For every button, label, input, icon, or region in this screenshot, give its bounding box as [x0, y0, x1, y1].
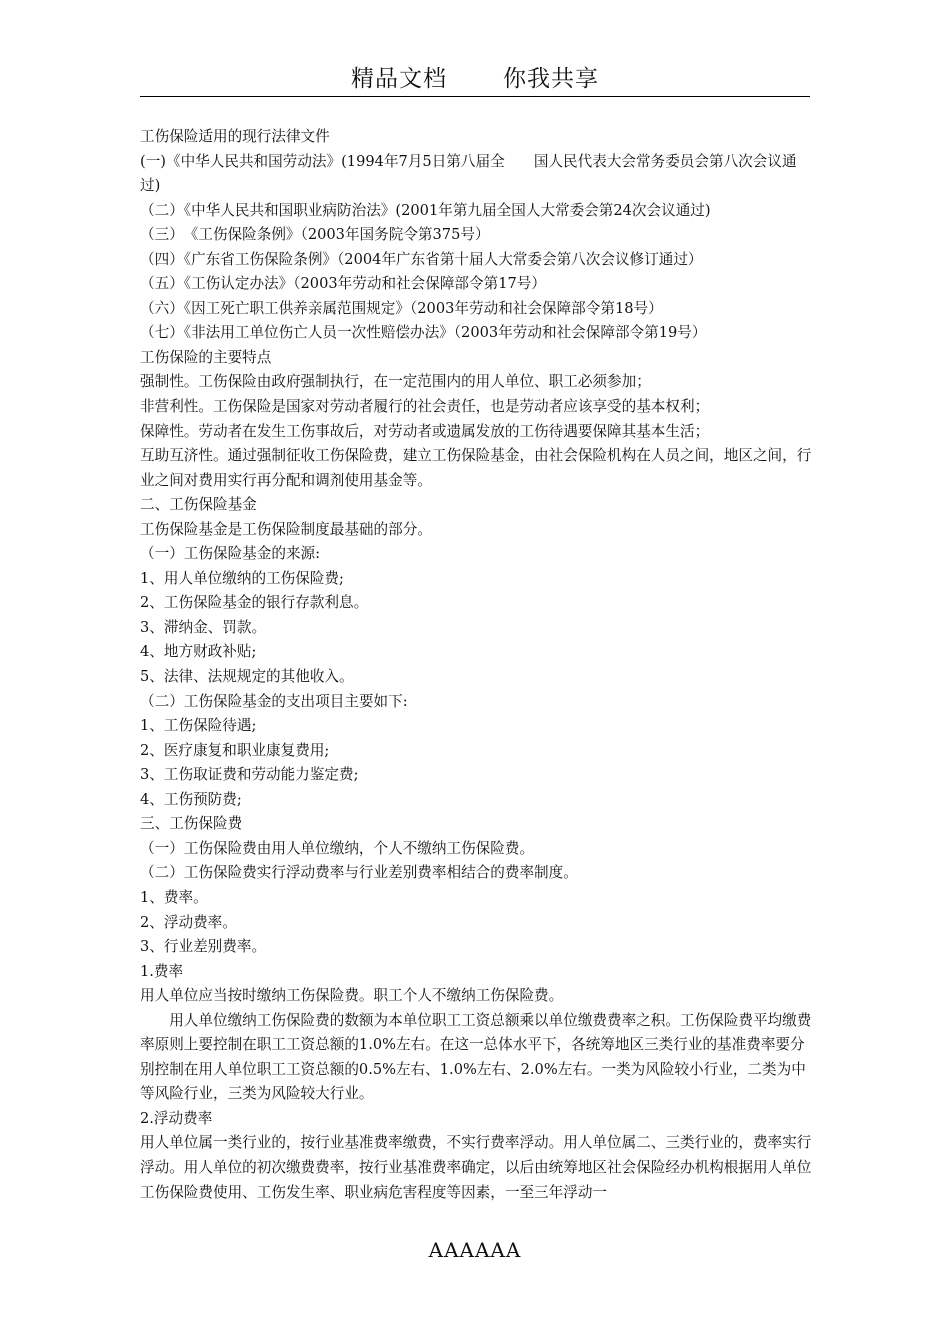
paragraph: (一)《中华人民共和国劳动法》(1994年7月5日第八届全 国人民代表大会常务委员会第八次会议通过)	[140, 152, 797, 195]
list-item: 2、浮动费率。	[140, 913, 237, 931]
paragraph: （一）工伤保险基金的来源:	[140, 545, 321, 563]
list-item: 2、工伤保险基金的银行存款利息。	[140, 594, 369, 612]
paragraph: （一）工伤保险费由用人单位缴纳，个人不缴纳工伤保险费。	[140, 839, 535, 857]
list-item: 1、用人单位缴纳的工伤保险费;	[140, 569, 344, 587]
paragraph: 保障性。劳动者在发生工伤事故后，对劳动者或遗属发放的工伤待遇要保障其基本生活；	[140, 422, 710, 440]
list-item: 3、滞纳金、罚款。	[140, 618, 267, 636]
document-body	[140, 125, 812, 1205]
list-item: 4、地方财政补贴;	[140, 643, 257, 661]
paragraph: （七）《非法用工单位伤亡人员一次性赔偿办法》（2003年劳动和社会保障部令第19号）	[140, 324, 707, 342]
paragraph: （三） 《工伤保险条例》（2003年国务院令第375号）	[140, 226, 490, 244]
page-footer: AAAAAA	[428, 1238, 522, 1262]
paragraph: 工伤保险适用的现行法律文件	[140, 128, 330, 145]
header-right-text: 你我共享	[503, 66, 599, 92]
section-heading: 2.浮动费率	[140, 1109, 213, 1127]
paragraph: 非营利性。工伤保险是国家对劳动者履行的社会责任，也是劳动者应该享受的基本权利；	[140, 398, 710, 416]
paragraph: （二）工伤保险费实行浮动费率与行业差别费率相结合的费率制度。	[140, 864, 578, 882]
paragraph: （五）《工伤认定办法》（2003年劳动和社会保障部令第17号）	[140, 275, 546, 293]
list-item: 1、费率。	[140, 888, 208, 906]
list-item: 3、工伤取证费和劳动能力鉴定费;	[140, 766, 359, 784]
page-header	[140, 64, 810, 97]
paragraph: 用人单位缴纳工伤保险费的数额为本单位职工工资总额乘以单位缴费费率之积。工伤保险费平均缴费率原则上要控制在职工工资总额的1.0%左右。在这一总体水平下，各统筹地区三类行业的基准费率要分别控制在用人单位职工工资总额的0.5%左右、1.0%左右、2.0%左右。一类为风险较小行业，二类为中等风险行业，三类为风险较大行业。	[140, 1011, 812, 1103]
paragraph: （四）《广东省工伤保险条例》（2004年广东省第十届人大常委会第八次会议修订通过）	[140, 250, 703, 268]
paragraph: （六）《因工死亡职工供养亲属范围规定》（2003年劳动和社会保障部令第18号）	[140, 299, 663, 317]
list-item: 1、工伤保险待遇;	[140, 717, 257, 735]
section-heading: 二、工伤保险基金	[140, 496, 257, 514]
paragraph: 用人单位属一类行业的，按行业基准费率缴费，不实行费率浮动。用人单位属二、三类行业的，费率实行浮动。用人单位的初次缴费费率，按行业基准费率确定，以后由统筹地区社会保险经办机构根据用人单位工伤保险费使用、工伤发生率、职业病危害程度等因素，一至三年浮动一	[140, 1134, 812, 1201]
paragraph: 用人单位应当按时缴纳工伤保险费。职工个人不缴纳工伤保险费。	[140, 987, 564, 1005]
list-item: 5、法律、法规规定的其他收入。	[140, 668, 354, 686]
header-left-text: 精品文档	[351, 66, 447, 92]
section-heading: 1.费率	[140, 962, 184, 980]
list-item: 2、医疗康复和职业康复费用;	[140, 741, 330, 759]
paragraph: 互助互济性。通过强制征收工伤保险费，建立工伤保险基金，由社会保险机构在人员之间，地区之间，行业之间对费用实行再分配和调剂使用基金等。	[140, 447, 812, 489]
paragraph: 工伤保险基金是工伤保险制度最基础的部分。	[140, 520, 432, 538]
list-item: 3、行业差别费率。	[140, 938, 267, 956]
paragraph: （二）《中华人民共和国职业病防治法》(2001年第九届全国人大常委会第24次会议通过)	[140, 201, 711, 219]
paragraph: （二）工伤保险基金的支出项目主要如下:	[140, 692, 408, 710]
list-item: 4、工伤预防费;	[140, 790, 242, 808]
paragraph: 强制性。工伤保险由政府强制执行，在一定范围内的用人单位、职工必须参加；	[140, 373, 651, 391]
section-heading: 工伤保险的主要特点	[140, 348, 272, 366]
section-heading: 三、工伤保险费	[140, 815, 243, 833]
